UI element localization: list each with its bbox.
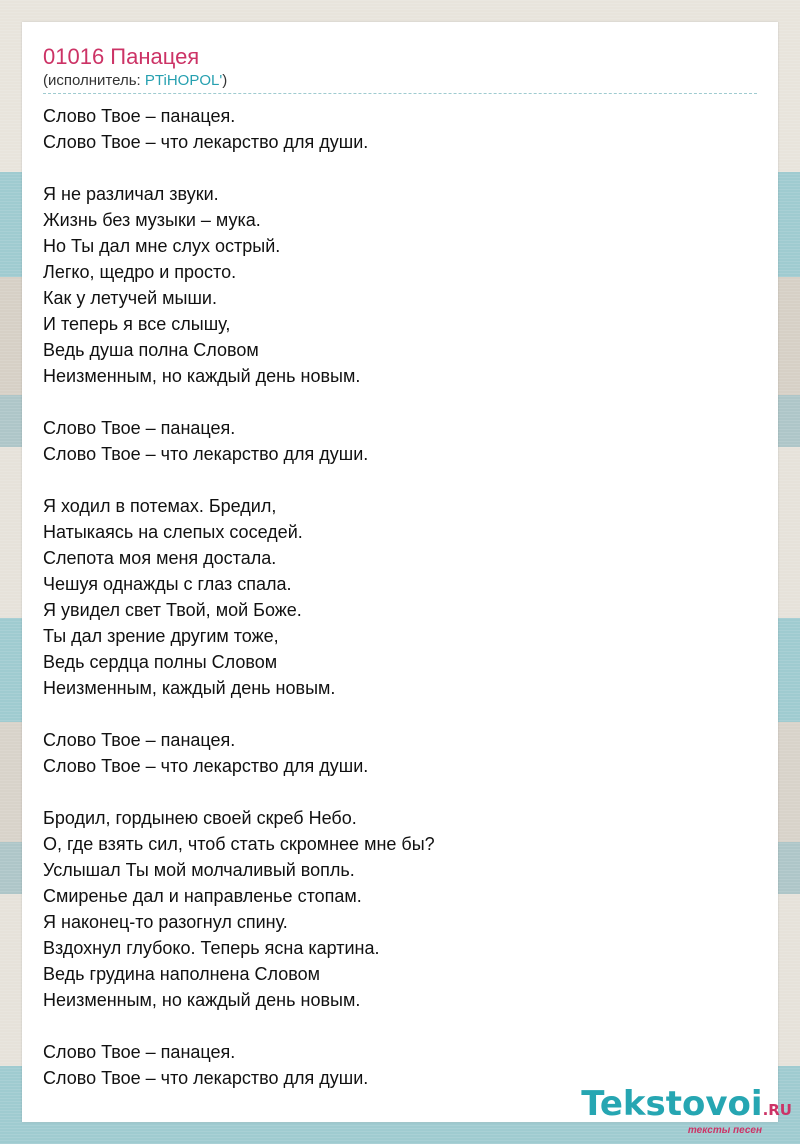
song-title: 01016 Панацея bbox=[43, 44, 200, 69]
lyric-line: Слово Твое – что лекарство для души. bbox=[43, 756, 369, 776]
lyric-line: Слово Твое – панацея. bbox=[43, 730, 236, 750]
stanza bbox=[43, 1039, 435, 1091]
lyric-line: Легко, щедро и просто. bbox=[43, 262, 237, 282]
lyric-line: Смиренье дал и направленье стопам. bbox=[43, 886, 362, 906]
logo-tagline: тексты песен bbox=[687, 1125, 762, 1136]
site-logo[interactable] bbox=[581, 1084, 792, 1136]
artist-link[interactable]: PTiHOPOL' bbox=[144, 72, 223, 89]
stanza bbox=[43, 805, 435, 1013]
lyric-line: О, где взять сил, чтоб стать скромнее мне бы? bbox=[43, 834, 435, 854]
lyric-line: Слово Твое – что лекарство для души. bbox=[43, 132, 369, 152]
lyric-line: И теперь я все слышу, bbox=[43, 314, 231, 334]
artist-prefix: (исполнитель: bbox=[43, 72, 145, 89]
stanza bbox=[43, 415, 435, 467]
lyrics-body bbox=[43, 103, 435, 1117]
lyric-line: Неизменным, но каждый день новым. bbox=[43, 366, 361, 386]
artist-line bbox=[43, 72, 227, 90]
lyric-line: Слово Твое – что лекарство для души. bbox=[43, 1068, 369, 1088]
lyric-line: Но Ты дал мне слух острый. bbox=[43, 236, 281, 256]
lyric-line: Слово Твое – панацея. bbox=[43, 1042, 236, 1062]
lyric-line: Натыкаясь на слепых соседей. bbox=[43, 522, 303, 542]
stanza bbox=[43, 103, 435, 155]
title-divider bbox=[43, 93, 757, 94]
lyric-line: Чешуя однажды с глаз спала. bbox=[43, 574, 292, 594]
stanza bbox=[43, 727, 435, 779]
lyric-line: Бродил, гордынею своей скреб Небо. bbox=[43, 808, 357, 828]
lyric-line: Я не различал звуки. bbox=[43, 184, 219, 204]
lyric-line: Как у летучей мыши. bbox=[43, 288, 217, 308]
lyric-line: Жизнь без музыки – мука. bbox=[43, 210, 261, 230]
logo-name: Tekstovoi bbox=[581, 1084, 763, 1124]
lyric-line: Слово Твое – что лекарство для души. bbox=[43, 444, 369, 464]
lyric-line: Ведь грудина наполнена Словом bbox=[43, 964, 320, 984]
lyric-line: Ты дал зрение другим тоже, bbox=[43, 626, 279, 646]
stanza bbox=[43, 493, 435, 701]
lyric-line: Слово Твое – панацея. bbox=[43, 106, 236, 126]
lyric-line: Ведь душа полна Словом bbox=[43, 340, 259, 360]
lyric-line: Я наконец-то разогнул спину. bbox=[43, 912, 288, 932]
lyric-line: Вздохнул глубоко. Теперь ясна картина. bbox=[43, 938, 380, 958]
stanza bbox=[43, 181, 435, 389]
lyric-line: Неизменным, каждый день новым. bbox=[43, 678, 336, 698]
lyric-line: Ведь сердца полны Словом bbox=[43, 652, 278, 672]
lyric-line: Слепота моя меня достала. bbox=[43, 548, 277, 568]
lyric-line: Я ходил в потемах. Бредил, bbox=[43, 496, 277, 516]
lyric-line: Неизменным, но каждый день новым. bbox=[43, 990, 361, 1010]
logo-tld: .RU bbox=[762, 1101, 792, 1119]
artist-suffix: ) bbox=[222, 72, 228, 89]
lyrics-sheet bbox=[22, 22, 778, 1122]
lyric-line: Я увидел свет Твой, мой Боже. bbox=[43, 600, 302, 620]
lyric-line: Услышал Ты мой молчаливый вопль. bbox=[43, 860, 355, 880]
lyric-line: Слово Твое – панацея. bbox=[43, 418, 236, 438]
